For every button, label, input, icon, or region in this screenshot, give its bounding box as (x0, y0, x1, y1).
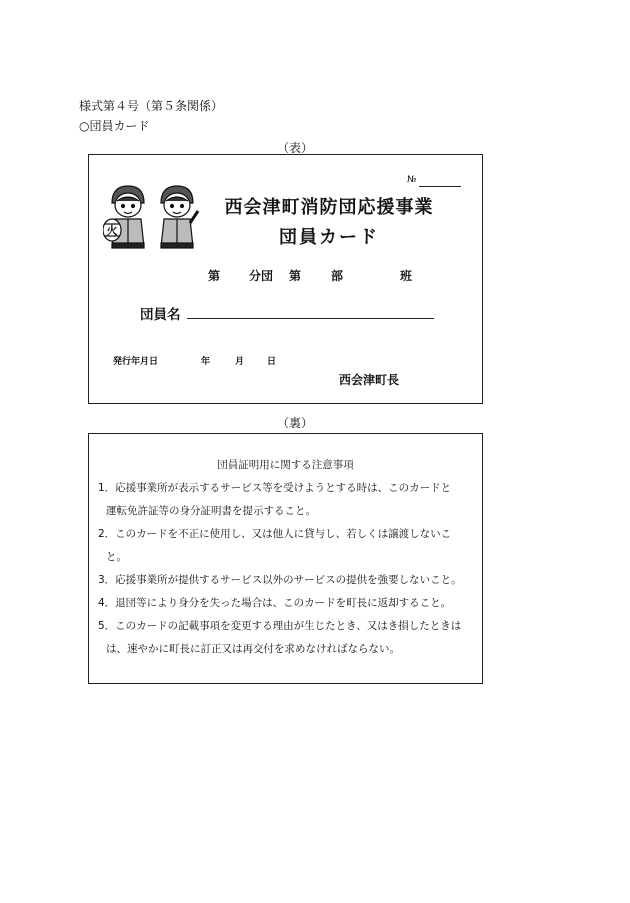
issue-year-label: 年 (201, 357, 211, 367)
card-title-line2: 団員カード (279, 227, 379, 248)
front-card (88, 154, 483, 404)
issuer: 西会津町長 (339, 373, 400, 387)
issue-month-label: 月 (235, 357, 245, 367)
division-dai2: 第 (289, 269, 302, 283)
division-bundan: 分団 (249, 269, 274, 283)
card-number-label: № (407, 175, 417, 185)
note-line: 運転免許証等の身分証明書を提示すること。 (106, 505, 316, 517)
card-title-line1: 西会津町消防団応援事業 (224, 197, 434, 218)
note-line: 3．応援事業所が提供するサービス以外のサービスの提供を強要しないこと。 (98, 574, 462, 586)
form-title: ○団員カード (79, 119, 150, 133)
note-line: 1．応援事業所が表示するサービス等を受けようとする時は、このカードと (98, 482, 452, 494)
back-heading: 団員証明用に関する注意事項 (217, 459, 354, 471)
front-side-label: （表） (276, 141, 313, 155)
issue-day-label: 日 (267, 357, 277, 367)
division-dai1: 第 (208, 269, 221, 283)
firefighter-mascot-icon (103, 181, 203, 253)
note-line: は、速やかに町長に訂正又は再交付を求めなければならない。 (106, 643, 400, 655)
member-name-label: 団員名 (140, 307, 181, 323)
division-han: 班 (400, 269, 413, 283)
back-side-label: （裏） (276, 416, 313, 430)
member-name-line (187, 318, 434, 319)
issue-date-label: 発行年月日 (113, 357, 159, 367)
note-line: 2．このカードを不正に使用し、又は他人に貸与し、若しくは譲渡しないこ (98, 528, 452, 540)
card-number-line (419, 186, 461, 187)
mascot-badge: 火 (106, 224, 118, 237)
form-number: 様式第４号（第５条関係） (79, 99, 224, 113)
note-line: 5．このカードの記載事項を変更する理由が生じたとき、又はき損したときは (98, 620, 462, 632)
note-line: と。 (106, 551, 127, 563)
note-line: 4．退団等により身分を失った場合は、このカードを町長に返却すること。 (98, 597, 452, 609)
division-bu: 部 (331, 269, 344, 283)
